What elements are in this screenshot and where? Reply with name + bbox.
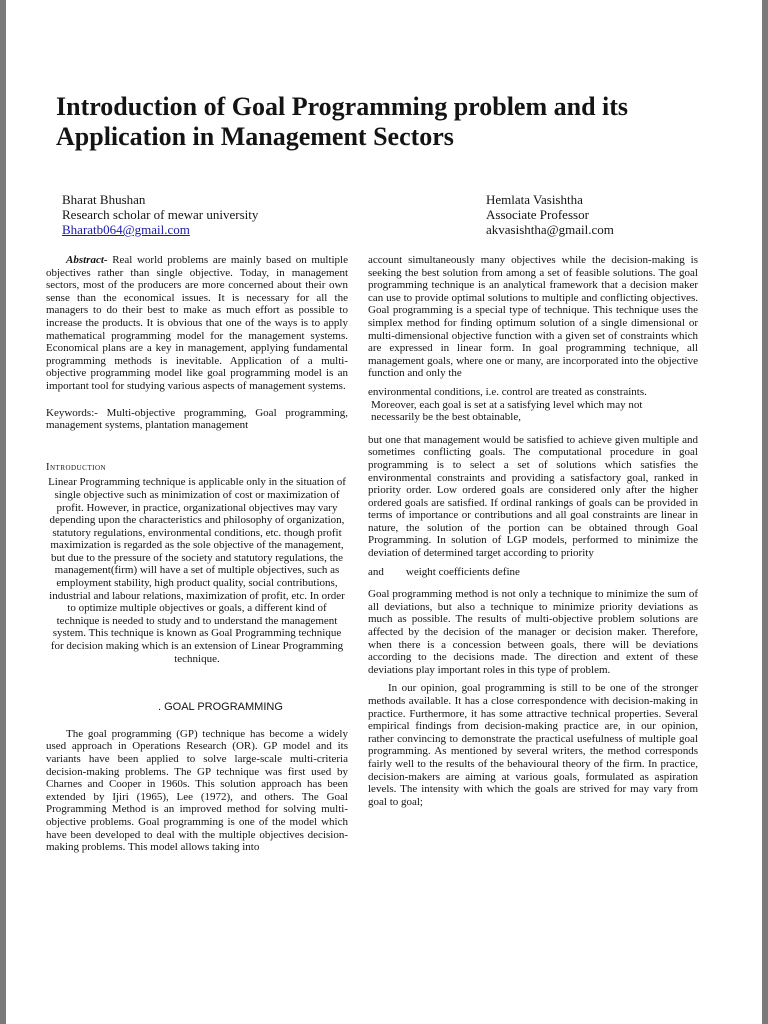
body-paragraph: Goal programming method is not only a technique to minimize the sum of all deviations, but also a technique to minimize priority deviations as much as possible. The results of multi-objective problem solutions are affected by the decision of the manager or decision maker. Therefore, when there is a concession between goals, there will be deviations according to the decisions made. The direction and extent of these deviations play important roles in this type of problem. [368,588,698,676]
author-name: Hemlata Vasishtha [486,192,583,207]
author-affiliation: Research scholar of mewar university [62,207,259,222]
paper-title: Introduction of Goal Programming problem and its Application in Management Sectors [56,92,629,151]
body-paragraph: account simultaneously many objectives while the decision-making is seeking the best solution from among a set of feasible solutions. The goal programming technique is an analytical framework that a decision maker can use to provide optimal solutions to multiple and conflicting objectives. Goal programming is a special type of technique. This technique uses the simplex method for finding optimum solution of a single dimensional or multi-dimensional objective function with a given set of constraints which are expressed in linear form. In goal programming technique, all management goals, where one or many, are incorporated into the objective function and only the [368,254,698,380]
paper-page [6,0,762,1024]
author-email-link[interactable]: Bharatb064@gmail.com [62,222,190,237]
abstract-text: Real world problems are mainly based on multiple objectives rather than single objective. Today, in management sectors, most of the producers are more concerned about their own sense than the economical issues. It is necessary for all the managers to do their best to make as much effort as possible to increase the products. It is obvious that one of the ways is to apply mathematical programming model for the management systems. Economical plans are a key in management, applying fundamental programming methods is inevitable. Application of a multi-objective programming model like goal programming model is an important tool for studying various aspects of management systems. [46,254,348,392]
abstract [46,254,348,393]
body-line: and weight coefficients define [368,565,520,578]
body-paragraph: In our opinion, goal programming is still to be one of the stronger methods available. It has a close correspondence with decision-making in practice. Furthermore, it has some attractive technical properties. Several empirical findings from decision-making practice are, in our opinion, rather convincing to demonstrate the practical usefulness of multiple goal programming. As mentioned by several writers, the method corresponds fairly well to the results of the behavioural theory of the firm. In practice, decision-makers are aiming at various goals, formulated as aspiration levels. The intensity with which the goals are strived for may vary from goal to goal; [368,682,698,808]
goal-programming-paragraph: The goal programming (GP) technique has become a widely used approach in Operations Research (OR). GP model and its variants have been applied to solve large-scale multi-criteria decision-making problems. The GP technique was first used by Charnes and Cooper in 1960s. This solution approach has been extended by Ijiri (1965), Lee (1972), and others. The Goal Programming Method is an improved method for solving multi-objective problems. Goal programming is one of the model which have been developed to deal with the multiple objectives decision-making problems. This model allows taking into [46,727,348,854]
left-column [46,254,348,854]
section-heading-goal-programming: . GOAL PROGRAMMING [158,701,283,714]
keywords: Keywords:- Multi-objective programming, Goal programming, management systems, plantation management [46,406,348,432]
body-line: necessarily be the best obtainable, [371,411,521,424]
author-affiliation: Associate Professor [486,207,589,222]
author-block-1 [62,192,258,237]
body-line: environmental conditions, i.e. control are treated as constraints. [368,385,647,398]
author-block-2 [486,192,614,237]
abstract-label: Abstract- [66,254,108,266]
author-name: Bharat Bhushan [62,192,146,207]
author-email: akvasishtha@gmail.com [486,222,614,237]
right-column [368,254,698,808]
introduction-paragraph: Linear Programming technique is applicable only in the situation of single objective such as minimization of cost or maximization of profit. However, in practice, organizational objectives may vary depending upon the characteristics and philosophy of organization, statutory regulations, environmental conditions, etc. though profit maximization is regarded as the sole objective of the management, but due to the pressure of the society and statutory regulations, the management(firm) will have a set of multiple objectives, such as employment stability, high product quality, social contributions, industrial and labour relations, maximization of profit, etc. In order to optimize multiple objectives or goals, a different kind of technique is needed to study and to understand the management system. This technique is known as Goal Programming technique for decision making which is an extension of Linear Programming technique. [48,476,346,665]
body-line: Moreover, each goal is set at a satisfying level which may not [371,398,643,411]
section-heading-introduction: Introduction [46,461,107,473]
body-paragraph: but one that management would be satisfied to achieve given multiple and sometimes conflicting goals. The computational procedure in goal programming is to select a set of solutions which satisfies the environmental constraints and providing a satisfactory goal, ranked in priority order. Low ordered goals are considered only after the higher ordered goals are satisfied. If ordinal rankings of goals can be provided in terms of importance or contributions and all goal constraints are linear in nature, the solution of the portion can be obtained through Goal Programming. In solution of LGP models, performed to minimize the deviation of determined target according to priority [368,433,698,560]
